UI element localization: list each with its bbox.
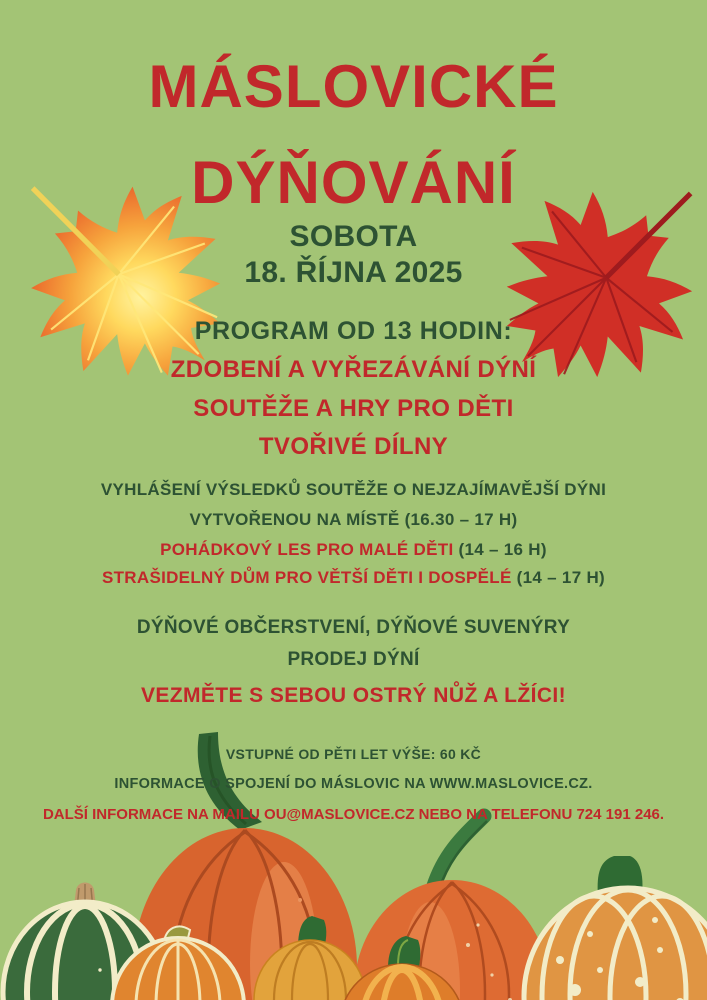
contact-info-line: DALŠÍ INFORMACE NA MAILU OU@MASLOVICE.CZ NEBO NA TELEFONU 724 191 246. [42, 806, 665, 823]
program-heading: PROGRAM OD 13 HODIN: [194, 317, 513, 345]
results-line1: VYHLÁŠENÍ VÝSLEDKŮ SOUTĚŽE O NEJZAJÍMAVĚJŠÍ DÝNI [100, 480, 607, 499]
fairy-forest-label: POHÁDKOVÝ LES PRO MALÉ DĚTI [160, 540, 454, 559]
transport-info-line: INFORMACE O SPOJENÍ DO MÁSLOVIC NA WWW.MASLOVICE.CZ. [114, 776, 593, 792]
haunted-house-label: STRAŠIDELNÝ DŮM PRO VĚTŠÍ DĚTI I DOSPĚLÉ [101, 568, 512, 587]
poster-title-line1: MÁSLOVICKÉ [148, 53, 559, 120]
pumpkin-speckled-tan-icon [524, 856, 707, 1000]
results-line2: VYTVOŘENOU NA MÍSTĚ (16.30 – 17 H) [189, 510, 518, 529]
haunted-house-time: (14 – 17 H) [511, 568, 606, 587]
event-date: 18. ŘÍJNA 2025 [244, 256, 463, 289]
program-item-games: SOUTĚŽE A HRY PRO DĚTI [193, 395, 514, 422]
program-item-carving: ZDOBENÍ A VYŘEZÁVÁNÍ DÝNÍ [170, 356, 537, 383]
fairy-forest-line [0, 540, 707, 560]
event-day: SOBOTA [289, 220, 418, 253]
fairy-forest-time: (14 – 16 H) [453, 540, 547, 559]
poster-title-line2: DÝŇOVÁNÍ [191, 149, 516, 216]
haunted-house-line [0, 568, 707, 588]
refreshments-line: DÝŇOVÉ OBČERSTVENÍ, DÝŇOVÉ SUVENÝRY [136, 617, 571, 638]
admission-line: VSTUPNÉ OD PĚTI LET VÝŠE: 60 KČ [225, 746, 482, 762]
program-item-workshops: TVOŘIVÉ DÍLNY [258, 433, 449, 460]
bring-knife-line: VEZMĚTE S SEBOU OSTRÝ NŮŽ A LŽÍCI! [140, 684, 567, 707]
pumpkin-sale-line: PRODEJ DÝNÍ [287, 649, 420, 670]
